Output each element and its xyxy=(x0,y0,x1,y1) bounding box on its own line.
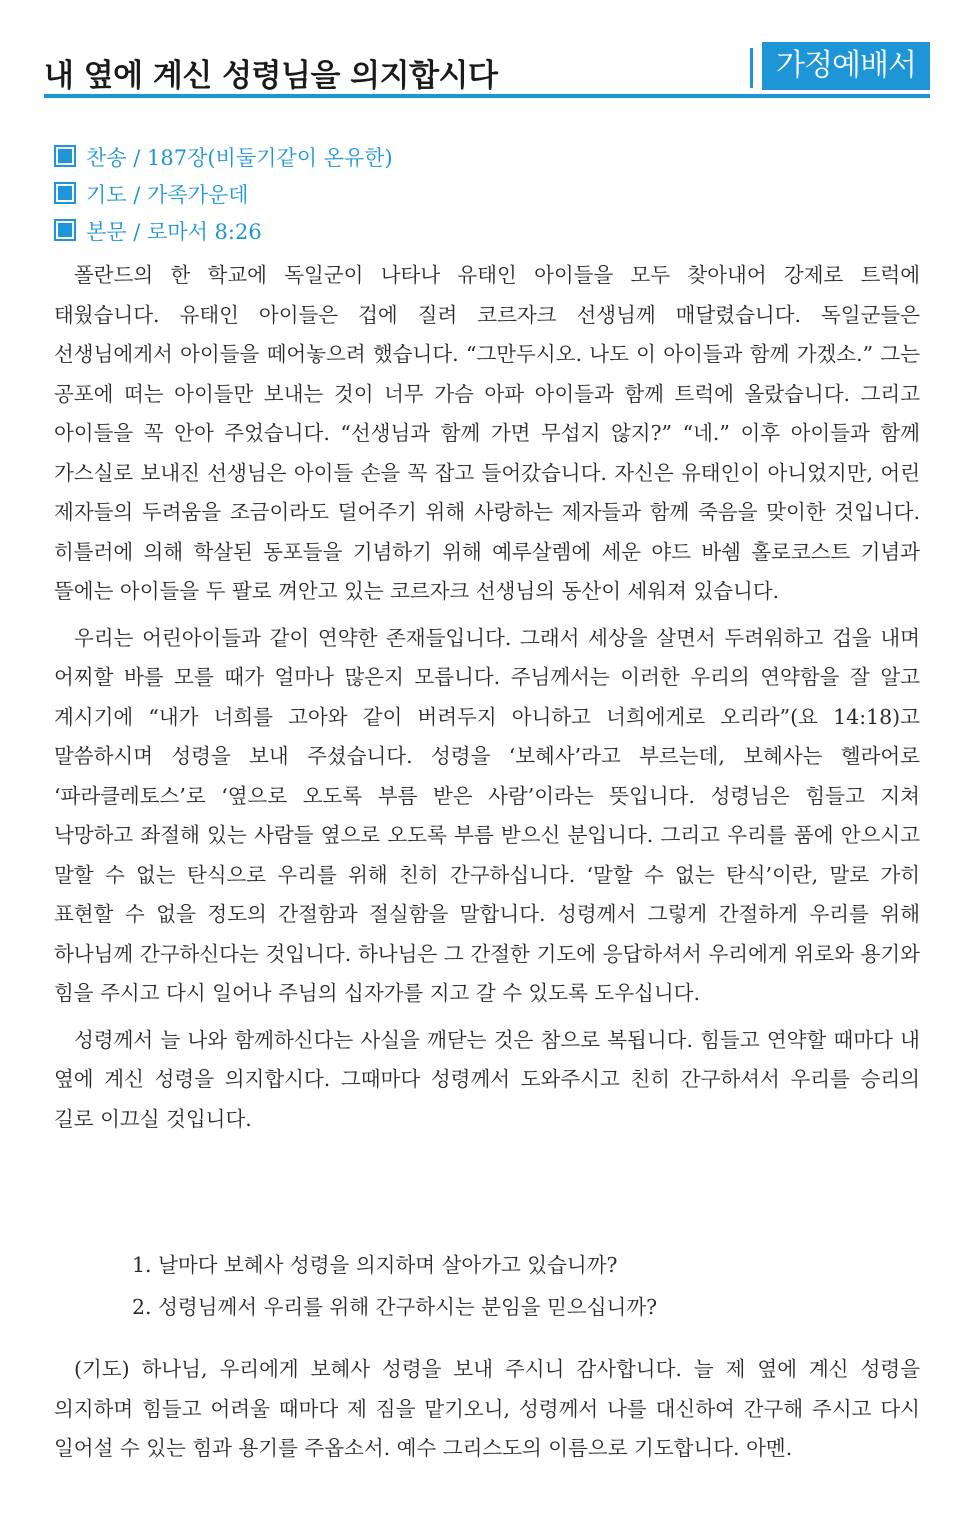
sermon-paragraph: 성령께서 늘 나와 함께하신다는 사실을 깨닫는 것은 참으로 복됩니다. 힘들고 연약할 때마다 내 옆에 계신 성령을 의지합시다. 그때마다 성령께서 도와주시고 친히 간구하셔서 우리를 승리의 길로 이끄실 것입니다. xyxy=(54,1027,920,1131)
question-item: 1. 날마다 보혜사 성령을 의지하며 살아가고 있습니까? xyxy=(132,1253,618,1277)
square-bullet-icon xyxy=(54,182,76,204)
worship-info xyxy=(54,140,934,251)
sermon-paragraph: 폴란드의 한 학교에 독일군이 나타나 유태인 아이들을 모두 찾아내어 강제로 트럭에 태웠습니다. 유태인 아이들은 겁에 질려 코르자크 선생님께 매달렸습니다. 독일군들은 선생님에게서 아이들을 떼어놓으려 했습니다. “그만두시오. 나도 이 아이들과 함께 가겠소.” 그는 공포에 떠는 아이들만 보내는 것이 너무 가슴 아파 아이들과 함께 트럭에 올랐습니다. 그리고 아이들을 꼭 안아 주었습니다. “선생님과 함께 가면 무섭지 않지?” “네.” 이후 아이들과 함께 가스실로 보내진 선생님은 아이들 손을 꼭 잡고 들어갔습니다. 자신은 유태인이 아니었지만, 어린 제자들의 두려움을 조금이라도 덜어주기 위해 사랑하는 제자들과 함께 죽음을 맞이한 것입니다. 히틀러에 의해 학살된 동포들을 기념하기 위해 예루살렘에 세운 야드 바쉠 홀로코스트 기념과 뜰에는 아이들을 두 팔로 껴안고 있는 코르자크 선생님의 동산이 세워져 있습니다. xyxy=(54,263,920,603)
header-separator xyxy=(750,48,753,88)
hymn-info xyxy=(54,140,934,177)
prayer-paragraph: (기도) 하나님, 우리에게 보혜사 성령을 보내 주시니 감사합니다. 늘 제 옆에 계신 성령을 의지하며 힘들고 어려울 때마다 제 짐을 맡기오니, 성령께서 나를 대신하여 간구해 주시고 다시 일어설 수 있는 힘과 용기를 주옵소서. 예수 그리스도의 이름으로 기도합니다. 아멘. xyxy=(54,1357,920,1460)
closing-prayer xyxy=(54,1350,920,1476)
scripture-label: 본문 / 로마서 8:26 xyxy=(86,220,262,244)
square-bullet-icon xyxy=(54,219,76,241)
header-divider xyxy=(44,94,930,98)
sermon-paragraph: 우리는 어린아이들과 같이 연약한 존재들입니다. 그래서 세상을 살면서 두려워하고 겁을 내며 어찌할 바를 모를 때가 얼마나 많은지 모릅니다. 주님께서는 이러한 우리의 연약함을 잘 알고 계시기에 “내가 너희를 고아와 같이 버려두지 아니하고 너희에게로 오리라”(요 14:18)고 말씀하시며 성령을 보내 주셨습니다. 성령을 ‘보혜사’라고 부르는데, 보혜사는 헬라어로 ‘파라클레토스’로 ‘옆으로 오도록 부름 받은 사람’이라는 뜻입니다. 성령님은 힘들고 지쳐 낙망하고 좌절해 있는 사람들 옆으로 오도록 부름 받으신 분입니다. 그리고 우리를 품에 안으시고 말할 수 없는 탄식으로 우리를 위해 친히 간구하십니다. ‘말할 수 없는 탄식’이란, 말로 가히 표현할 수 없을 정도의 간절함과 절실함을 말합니다. 성령께서 그렇게 간절하게 우리를 위해 하나님께 간구하신다는 것입니다. 하나님은 그 간절한 기도에 응답하셔서 우리에게 위로와 용기와 힘을 주시고 다시 일어나 주님의 십자가를 지고 갈 수 있도록 도우십니다. xyxy=(54,625,920,1005)
prayer-info xyxy=(54,177,934,214)
question-item: 2. 성령님께서 우리를 위해 간구하시는 분임을 믿으십니까? xyxy=(132,1295,658,1319)
scripture-info xyxy=(54,214,934,251)
hymn-label: 찬송 / 187장(비둘기같이 온유한) xyxy=(86,146,393,170)
prayer-label: 기도 / 가족가운데 xyxy=(86,183,249,207)
sermon-body xyxy=(54,256,920,1146)
section-badge: 가정예배서 xyxy=(762,42,930,90)
page-header xyxy=(44,38,930,100)
page-title: 내 옆에 계신 성령님을 의지합시다 xyxy=(44,58,498,94)
square-bullet-icon xyxy=(54,145,76,167)
reflection-questions xyxy=(132,1244,912,1328)
